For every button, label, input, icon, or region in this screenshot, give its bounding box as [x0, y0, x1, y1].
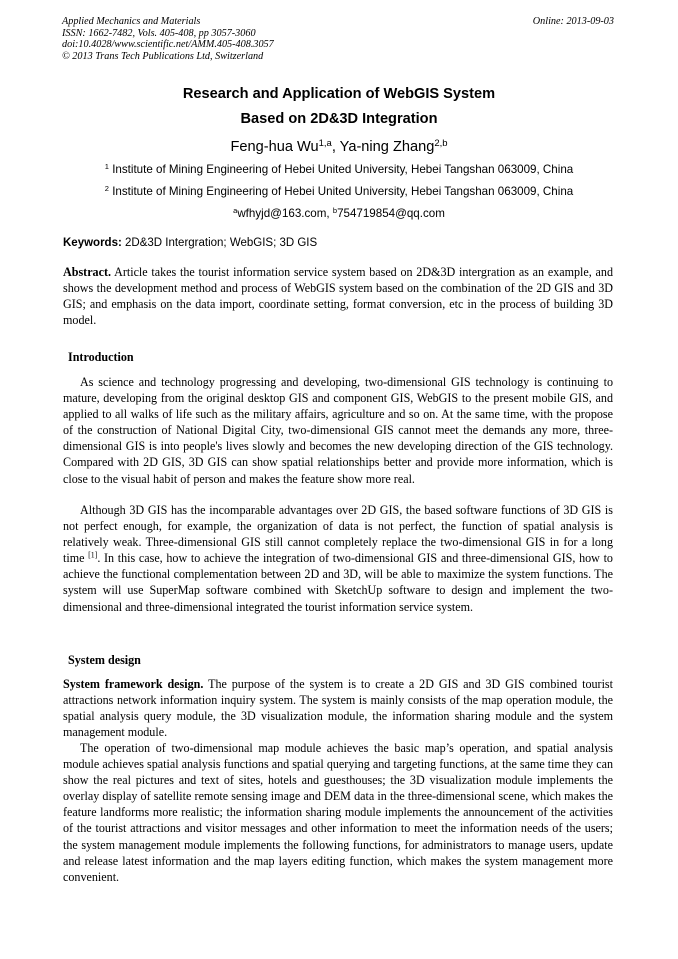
title-line-2: Based on 2D&3D Integration [240, 111, 438, 127]
introduction-p2-start: Although 3D GIS has the incomparable advantages over 2D GIS, the based software functions of 3D GIS is not perfect enough, for example, the organization of data is not perfect, the function of spatial analysis is relatively weak. Three-dimensional GIS still cannot completely replace the two-dimensional GIS in for a long time [63, 503, 613, 566]
copyright-line: © 2013 Trans Tech Publications Ltd, Switzerland [62, 50, 264, 62]
keywords-label: Keywords: [63, 237, 122, 249]
author-2-sup: 2,b [434, 137, 448, 149]
framework-label: System framework design. [63, 677, 204, 691]
email-b-label: b [332, 205, 338, 215]
online-date: Online: 2013-09-03 [532, 16, 614, 27]
author-2-name: Ya-ning Zhang [339, 139, 435, 155]
journal-header [62, 16, 614, 62]
introduction-paragraph-2 [63, 502, 613, 615]
affiliation-2-num: 2 [104, 183, 109, 193]
author-line [0, 138, 678, 156]
affiliation-1-text: Institute of Mining Engineering of Hebei United University, Hebei Tangshan 063009, China [108, 163, 574, 176]
keywords-text: 2D&3D Intergration; WebGIS; 3D GIS [121, 237, 318, 249]
abstract [63, 264, 613, 328]
paper-title [0, 82, 678, 132]
author-1-sup: 1,a [318, 137, 332, 149]
doi-line: doi:10.4028/www.scientific.net/AMM.405-408.3057 [62, 39, 274, 50]
abstract-text: Article takes the tourist information service system based on 2D&3D intergration as an example, and shows the development method and process of WebGIS system based on the combination of the 2D GIS and 3D GIS; and emphasis on the data import, coordinate setting, format conversion, etc in the process of building 3D model. [63, 265, 613, 328]
email-b: 754719854@qq.com [337, 207, 445, 220]
issn-line: ISSN: 1662-7482, Vols. 405-408, pp 3057-3060 [62, 27, 256, 39]
author-1-name: Feng-hua Wu [230, 139, 319, 155]
author-separator: , [331, 139, 340, 155]
affiliation-1 [0, 163, 678, 177]
framework-text: The purpose of the system is to create a 2D GIS and 3D GIS combined tourist attractions network information inquiry system. The system is mainly consists of the map operation module, the spatial analysis query module, the 3D visualization module, the information sharing module and the system management module. [63, 677, 613, 740]
introduction-heading: Introduction [68, 350, 134, 364]
introduction-p2-end: . In this case, how to achieve the integration of two-dimensional GIS and three-dimensional GIS, how to achieve the functional complementation between 2D and 3D, will be able to maximize the system functions. The system will use SuperMap software combined with SketchUp software to design and implement the two-dimensional and three-dimensional integrated the tourist information service system. [63, 551, 613, 614]
email-a-label: a [233, 205, 238, 215]
journal-name: Applied Mechanics and Materials [62, 16, 201, 27]
abstract-label: Abstract. [63, 265, 112, 279]
system-design-heading: System design [68, 653, 141, 667]
email-line [0, 207, 678, 221]
introduction-paragraph-1: As science and technology progressing and developing, two-dimensional GIS technology is continuing to mature, developing from the original desktop GIS and component GIS, WebGIS to the present mobile GIS, and applied to all walks of life such as the military affairs, agriculture and so on. At the same time, with the propose of the construction of National Digital City, two-dimensional GIS cannot meet the demands any more, three-dimensional GIS is into people's lives slowly and becomes the new developing direction of the GIS technology. Compared with 2D GIS, 3D GIS can show spatial relationships better and provide more information, which is close to the visual habit of person and makes the feature show more real. [63, 375, 613, 486]
affiliation-1-num: 1 [104, 161, 109, 171]
citation-ref: [1] [88, 550, 98, 560]
system-design-paragraph-2: The operation of two-dimensional map module achieves the basic map’s operation, and spatial analysis module achieves spatial analysis functions and spatial querying and targeting functions, at the same time they can show the real pictures and text of sites, hotels and guesthouses; the 3D visualization module implements the overlay display of satellite remote sensing image and DEM data in the three-dimensional scene, which makes the feature landforms more realistic; the information sharing module implements the announcement of the activities of the tourist attractions and visitor messages and other information to meet the information needs of the users; the system management module implements the following functions, for administrators to manage users, update and release latest information and the map layers editing function, which makes the system management more convenient. [63, 741, 613, 884]
title-line-1: Research and Application of WebGIS System [182, 86, 496, 102]
keywords [63, 236, 623, 250]
system-design-paragraph-1 [63, 676, 613, 740]
affiliation-2 [0, 185, 678, 199]
email-a: wfhyjd@163.com, [237, 207, 333, 220]
affiliation-2-text: Institute of Mining Engineering of Hebei United University, Hebei Tangshan 063009, China [108, 185, 574, 198]
